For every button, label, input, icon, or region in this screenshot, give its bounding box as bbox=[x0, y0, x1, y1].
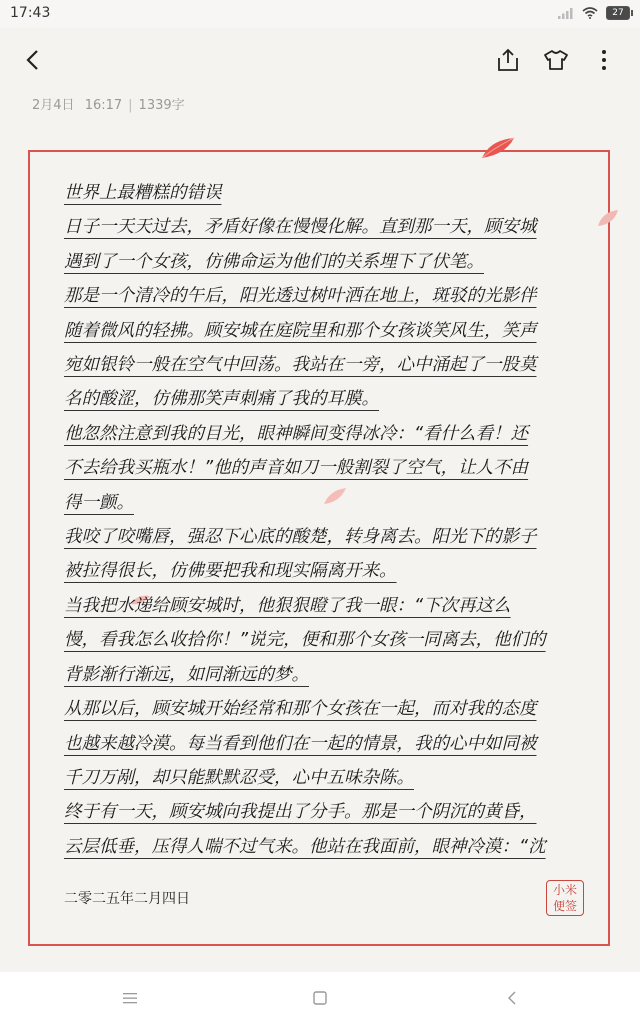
note-line: 云层低垂，压得人喘不过气来。他站在我面前，眼神冷漠：“沈 bbox=[64, 836, 546, 857]
nav-back-button[interactable] bbox=[492, 984, 532, 1012]
note-line: 那是一个清冷的午后，阳光透过树叶洒在地上，斑驳的光影伴 bbox=[64, 286, 537, 307]
note-line: 背影渐行渐远，如同渐远的梦。 bbox=[64, 664, 309, 685]
wifi-icon bbox=[582, 7, 598, 19]
status-time: 17:43 bbox=[10, 5, 51, 21]
status-bar bbox=[0, 0, 640, 28]
theme-button[interactable] bbox=[536, 40, 576, 80]
note-line: 我咬了咬嘴唇，强忍下心底的酸楚，转身离去。阳光下的影子 bbox=[64, 527, 537, 548]
petal-icon bbox=[480, 134, 516, 162]
note-line: 宛如银铃一般在空气中回荡。我站在一旁，心中涌起了一股莫 bbox=[64, 355, 537, 376]
share-icon bbox=[497, 48, 519, 72]
menu-icon bbox=[123, 992, 137, 1004]
note-line: 不去给我买瓶水！”他的声音如刀一般割裂了空气，让人不由 bbox=[64, 458, 529, 479]
home-button[interactable] bbox=[300, 984, 340, 1012]
note-line: 终于有一天，顾安城向我提出了分手。那是一个阴沉的黄昏， bbox=[64, 802, 537, 823]
note-line: 千刀万剐，却只能默默忍受，心中五味杂陈。 bbox=[64, 767, 414, 788]
meta-divider: | bbox=[128, 98, 133, 113]
petal-icon bbox=[596, 208, 620, 230]
note-line: 他忽然注意到我的目光，眼神瞬间变得冰冷：“看什么看！还 bbox=[64, 423, 529, 444]
note-line: 当我把水递给顾安城时，他狠狠瞪了我一眼：“下次再这么 bbox=[64, 595, 511, 616]
note-content[interactable] bbox=[64, 176, 584, 864]
battery-icon bbox=[606, 6, 630, 20]
nav-back-icon bbox=[507, 991, 517, 1005]
note-line: 日子一天天过去，矛盾好像在慢慢化解。直到那一天，顾安城 bbox=[64, 217, 537, 238]
home-square-icon bbox=[313, 991, 327, 1005]
note-title: 世界上最糟糕的错误 bbox=[64, 183, 222, 203]
toolbar bbox=[0, 40, 640, 80]
shirt-icon bbox=[543, 49, 569, 71]
note-line: 慢，看我怎么收拾你！”说完，便和那个女孩一同离去，他们的 bbox=[64, 630, 546, 651]
note-line: 被拉得很长，仿佛要把我和现实隔离开来。 bbox=[64, 561, 397, 582]
note-line: 得一颤。 bbox=[64, 492, 134, 513]
xiaomi-notes-seal bbox=[546, 880, 584, 916]
back-arrow-icon bbox=[25, 49, 39, 71]
note-meta bbox=[32, 94, 185, 113]
note-line: 遇到了一个女孩，仿佛命运为他们的关系埋下了伏笔。 bbox=[64, 251, 484, 272]
menu-button[interactable] bbox=[110, 984, 150, 1012]
signal-icon bbox=[558, 7, 574, 19]
word-count: 1339字 bbox=[138, 98, 185, 113]
note-line: 也越来越冷漠。每当看到他们在一起的情景，我的心中如同被 bbox=[64, 733, 537, 754]
note-line: 从那以后，顾安城开始经常和那个女孩在一起，而对我的态度 bbox=[64, 699, 537, 720]
note-line: 名的酸涩，仿佛那笑声刺痛了我的耳膜。 bbox=[64, 389, 379, 410]
more-button[interactable] bbox=[584, 40, 624, 80]
back-button[interactable] bbox=[12, 40, 52, 80]
seal-line2: 便签 bbox=[552, 899, 577, 913]
note-time: 16:17 bbox=[84, 98, 123, 113]
note-line: 随着微风的轻拂。顾安城在庭院里和那个女孩谈笑风生，笑声 bbox=[64, 320, 537, 341]
footer-date: 二零二五年二月四日 bbox=[64, 891, 190, 907]
battery-level: 27 bbox=[612, 8, 624, 18]
note-date: 2月4日 bbox=[32, 98, 75, 113]
share-button[interactable] bbox=[488, 40, 528, 80]
navigation-bar bbox=[0, 972, 640, 1024]
seal-line1: 小米 bbox=[552, 883, 577, 897]
status-icons bbox=[558, 6, 630, 20]
more-vertical-icon bbox=[601, 49, 607, 71]
